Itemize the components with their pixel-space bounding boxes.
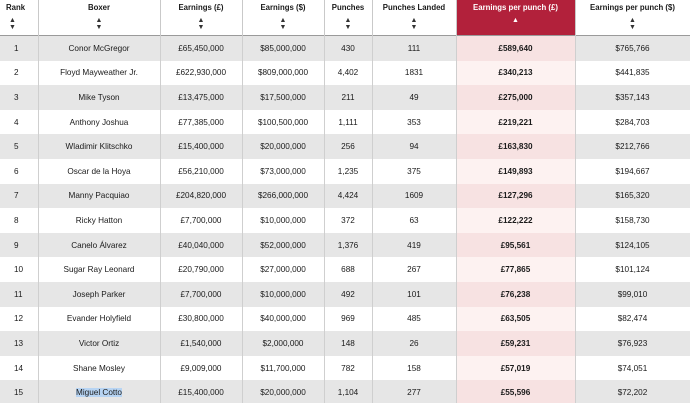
header-rank-label: Rank <box>6 3 26 12</box>
cell-punches-landed: 353 <box>372 110 456 135</box>
cell-boxer: Anthony Joshua <box>38 110 160 135</box>
cell-earnings-gbp: £30,800,000 <box>160 307 242 332</box>
cell-earnings-per-punch-usd: $165,320 <box>575 184 690 209</box>
cell-punches-landed: 1831 <box>372 61 456 86</box>
cell-earnings-per-punch-gbp: £63,505 <box>456 307 575 332</box>
cell-boxer: Sugar Ray Leonard <box>38 257 160 282</box>
header-earnings-usd[interactable] <box>242 0 324 36</box>
table-row <box>0 257 690 282</box>
cell-earnings-gbp: £204,820,000 <box>160 184 242 209</box>
table-row <box>0 159 690 184</box>
cell-rank: 1 <box>0 36 38 61</box>
cell-boxer: Shane Mosley <box>38 356 160 381</box>
cell-earnings-gbp: £1,540,000 <box>160 331 242 356</box>
cell-earnings-per-punch-usd: $284,703 <box>575 110 690 135</box>
header-earnings-per-punch-gbp-label: Earnings per punch (£) <box>473 3 558 12</box>
cell-earnings-usd: $85,000,000 <box>242 36 324 61</box>
cell-punches-landed: 94 <box>372 134 456 159</box>
cell-boxer: Manny Pacquiao <box>38 184 160 209</box>
cell-punches: 969 <box>324 307 372 332</box>
cell-earnings-per-punch-gbp: £55,596 <box>456 380 575 403</box>
cell-earnings-usd: $100,500,000 <box>242 110 324 135</box>
header-earnings-per-punch-gbp[interactable] <box>456 0 575 36</box>
cell-punches: 148 <box>324 331 372 356</box>
cell-earnings-per-punch-usd: $99,010 <box>575 282 690 307</box>
cell-punches-landed: 485 <box>372 307 456 332</box>
cell-earnings-usd: $2,000,000 <box>242 331 324 356</box>
table-row <box>0 36 690 61</box>
header-earnings-gbp[interactable] <box>160 0 242 36</box>
table-row <box>0 233 690 258</box>
cell-earnings-per-punch-usd: $124,105 <box>575 233 690 258</box>
cell-earnings-gbp: £9,009,000 <box>160 356 242 381</box>
sort-arrows-icon[interactable]: ▲ ▼ <box>95 17 103 31</box>
cell-earnings-per-punch-usd: $72,202 <box>575 380 690 403</box>
cell-punches-landed: 63 <box>372 208 456 233</box>
header-earnings-gbp-label: Earnings (£) <box>178 3 224 12</box>
table-row <box>0 110 690 135</box>
cell-earnings-per-punch-gbp: £275,000 <box>456 85 575 110</box>
cell-rank: 7 <box>0 184 38 209</box>
selected-text[interactable]: Miguel Cotto <box>76 388 122 398</box>
cell-boxer: Mike Tyson <box>38 85 160 110</box>
cell-earnings-per-punch-usd: $101,124 <box>575 257 690 282</box>
cell-punches: 372 <box>324 208 372 233</box>
table-row <box>0 331 690 356</box>
cell-earnings-usd: $266,000,000 <box>242 184 324 209</box>
cell-earnings-per-punch-gbp: £57,019 <box>456 356 575 381</box>
cell-rank: 10 <box>0 257 38 282</box>
cell-boxer: Floyd Mayweather Jr. <box>38 61 160 86</box>
cell-punches: 211 <box>324 85 372 110</box>
cell-earnings-per-punch-gbp: £76,238 <box>456 282 575 307</box>
cell-earnings-gbp: £65,450,000 <box>160 36 242 61</box>
cell-boxer: Oscar de la Hoya <box>38 159 160 184</box>
cell-boxer: Canelo Álvarez <box>38 233 160 258</box>
cell-punches: 4,402 <box>324 61 372 86</box>
cell-earnings-usd: $27,000,000 <box>242 257 324 282</box>
cell-punches: 1,111 <box>324 110 372 135</box>
sort-arrows-icon[interactable]: ▲ ▼ <box>9 17 16 31</box>
cell-punches-landed: 49 <box>372 85 456 110</box>
cell-rank: 13 <box>0 331 38 356</box>
sort-ascending-icon[interactable]: ▲ <box>512 17 519 24</box>
cell-earnings-per-punch-usd: $74,051 <box>575 356 690 381</box>
cell-boxer: Joseph Parker <box>38 282 160 307</box>
header-earnings-per-punch-usd[interactable] <box>575 0 690 36</box>
cell-earnings-usd: $52,000,000 <box>242 233 324 258</box>
cell-earnings-usd: $809,000,000 <box>242 61 324 86</box>
cell-punches-landed: 277 <box>372 380 456 403</box>
cell-earnings-usd: $11,700,000 <box>242 356 324 381</box>
cell-rank: 12 <box>0 307 38 332</box>
cell-earnings-gbp: £20,790,000 <box>160 257 242 282</box>
cell-earnings-usd: $20,000,000 <box>242 380 324 403</box>
cell-earnings-gbp: £15,400,000 <box>160 134 242 159</box>
cell-punches-landed: 26 <box>372 331 456 356</box>
header-punches-label: Punches <box>331 3 365 12</box>
cell-earnings-per-punch-gbp: £340,213 <box>456 61 575 86</box>
cell-earnings-usd: $10,000,000 <box>242 208 324 233</box>
cell-earnings-gbp: £13,475,000 <box>160 85 242 110</box>
cell-earnings-per-punch-gbp: £163,830 <box>456 134 575 159</box>
cell-rank: 3 <box>0 85 38 110</box>
table-row <box>0 282 690 307</box>
cell-earnings-usd: $40,000,000 <box>242 307 324 332</box>
cell-rank: 8 <box>0 208 38 233</box>
cell-earnings-per-punch-usd: $82,474 <box>575 307 690 332</box>
cell-earnings-gbp: £622,930,000 <box>160 61 242 86</box>
cell-boxer <box>38 380 160 403</box>
cell-punches-landed: 111 <box>372 36 456 61</box>
table-row <box>0 356 690 381</box>
cell-earnings-per-punch-usd: $441,835 <box>575 61 690 86</box>
cell-earnings-per-punch-gbp: £149,893 <box>456 159 575 184</box>
sort-arrows-icon[interactable]: ▲ ▼ <box>344 17 352 31</box>
cell-earnings-gbp: £7,700,000 <box>160 208 242 233</box>
header-boxer-label: Boxer <box>87 3 111 12</box>
cell-punches-landed: 419 <box>372 233 456 258</box>
table-row <box>0 85 690 110</box>
cell-earnings-per-punch-usd: $765,766 <box>575 36 690 61</box>
cell-earnings-per-punch-usd: $158,730 <box>575 208 690 233</box>
header-boxer[interactable] <box>38 0 160 36</box>
cell-earnings-per-punch-gbp: £127,296 <box>456 184 575 209</box>
sort-arrows-icon[interactable]: ▲ ▼ <box>197 17 205 31</box>
cell-boxer: Ricky Hatton <box>38 208 160 233</box>
cell-boxer: Victor Ortiz <box>38 331 160 356</box>
cell-earnings-usd: $73,000,000 <box>242 159 324 184</box>
sort-arrows-icon[interactable]: ▲ ▼ <box>279 17 287 31</box>
header-earnings-per-punch-usd-label: Earnings per punch ($) <box>590 3 675 12</box>
cell-earnings-gbp: £40,040,000 <box>160 233 242 258</box>
cell-earnings-per-punch-gbp: £77,865 <box>456 257 575 282</box>
cell-earnings-per-punch-usd: $212,766 <box>575 134 690 159</box>
cell-punches: 4,424 <box>324 184 372 209</box>
cell-earnings-gbp: £77,385,000 <box>160 110 242 135</box>
cell-earnings-usd: $20,000,000 <box>242 134 324 159</box>
sort-arrows-icon[interactable]: ▲ ▼ <box>410 17 418 31</box>
cell-earnings-gbp: £15,400,000 <box>160 380 242 403</box>
cell-rank: 4 <box>0 110 38 135</box>
table-row <box>0 307 690 332</box>
cell-earnings-per-punch-usd: $194,667 <box>575 159 690 184</box>
table-row <box>0 184 690 209</box>
cell-punches: 256 <box>324 134 372 159</box>
cell-punches: 782 <box>324 356 372 381</box>
cell-rank: 6 <box>0 159 38 184</box>
cell-earnings-gbp: £7,700,000 <box>160 282 242 307</box>
cell-punches: 492 <box>324 282 372 307</box>
cell-punches: 1,376 <box>324 233 372 258</box>
cell-earnings-per-punch-gbp: £219,221 <box>456 110 575 135</box>
cell-earnings-per-punch-gbp: £95,561 <box>456 233 575 258</box>
cell-rank: 9 <box>0 233 38 258</box>
cell-earnings-per-punch-usd: $76,923 <box>575 331 690 356</box>
cell-earnings-per-punch-gbp: £122,222 <box>456 208 575 233</box>
table-row <box>0 208 690 233</box>
header-punches-landed-label: Punches Landed <box>382 3 446 12</box>
table-body <box>0 36 690 403</box>
table-row <box>0 380 690 403</box>
cell-boxer: Wladimir Klitschko <box>38 134 160 159</box>
cell-earnings-gbp: £56,210,000 <box>160 159 242 184</box>
cell-earnings-usd: $10,000,000 <box>242 282 324 307</box>
cell-punches-landed: 267 <box>372 257 456 282</box>
cell-boxer: Evander Holyfield <box>38 307 160 332</box>
cell-punches-landed: 375 <box>372 159 456 184</box>
cell-punches: 1,235 <box>324 159 372 184</box>
cell-earnings-per-punch-usd: $357,143 <box>575 85 690 110</box>
cell-punches-landed: 101 <box>372 282 456 307</box>
table-row <box>0 134 690 159</box>
cell-earnings-usd: $17,500,000 <box>242 85 324 110</box>
cell-punches-landed: 158 <box>372 356 456 381</box>
cell-rank: 2 <box>0 61 38 86</box>
cell-rank: 15 <box>0 380 38 403</box>
cell-boxer: Conor McGregor <box>38 36 160 61</box>
header-punches-landed[interactable] <box>372 0 456 36</box>
header-punches[interactable] <box>324 0 372 36</box>
table-row <box>0 61 690 86</box>
header-row <box>0 0 690 36</box>
sort-arrows-icon[interactable]: ▲ ▼ <box>629 17 636 31</box>
cell-rank: 14 <box>0 356 38 381</box>
cell-rank: 11 <box>0 282 38 307</box>
cell-earnings-per-punch-gbp: £59,231 <box>456 331 575 356</box>
cell-earnings-per-punch-gbp: £589,640 <box>456 36 575 61</box>
cell-punches: 688 <box>324 257 372 282</box>
cell-punches: 430 <box>324 36 372 61</box>
cell-punches-landed: 1609 <box>372 184 456 209</box>
header-rank[interactable] <box>0 0 38 36</box>
cell-punches: 1,104 <box>324 380 372 403</box>
header-earnings-usd-label: Earnings ($) <box>260 3 306 12</box>
cell-rank: 5 <box>0 134 38 159</box>
